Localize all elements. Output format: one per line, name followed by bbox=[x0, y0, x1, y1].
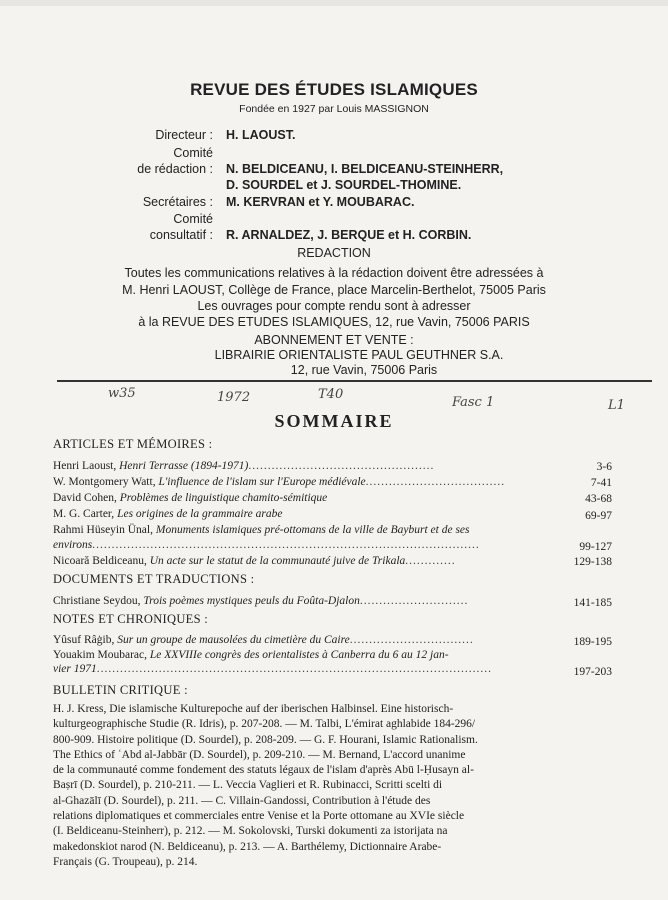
toc-pages: 189-195 bbox=[573, 636, 612, 648]
toc-pages: 197-203 bbox=[573, 666, 612, 678]
toc-entry: W. Montgomery Watt, L'influence de l'islam sur l'Europe médiévale.................................... bbox=[53, 476, 506, 488]
bulletin-heading: BULLETIN CRITIQUE : bbox=[53, 683, 188, 697]
committee-label-2: de rédaction : bbox=[137, 162, 213, 176]
toc-pages: 129-138 bbox=[573, 556, 612, 568]
bulletin-line: Français (G. Troupeau), p. 214. bbox=[53, 855, 198, 868]
sommaire-heading: SOMMAIRE bbox=[274, 411, 394, 431]
redaction-line-1: Toutes les communications relatives à la rédaction doivent être adressées à bbox=[124, 266, 544, 280]
director-name: H. LAOUST. bbox=[226, 128, 296, 142]
toc-entry: Rahmi Hüseyin Ünal, Monuments islamiques pré-ottomans de la ville de Bayburt et de ses bbox=[53, 524, 470, 536]
bulletin-line: The Ethics of ʿAbd al-Jabbār (D. Sourdel), p. 209-210. — M. Bernand, L'accord unanime bbox=[53, 748, 466, 761]
subscription-heading: ABONNEMENT ET VENTE : bbox=[254, 333, 414, 347]
consult-label-1: Comité bbox=[173, 212, 213, 226]
toc-entry: David Cohen, Problèmes de linguistique chamito-sémitique bbox=[53, 492, 328, 504]
committee-label-1: Comité bbox=[173, 146, 213, 160]
publisher-name: LIBRAIRIE ORIENTALISTE PAUL GEUTHNER S.A. bbox=[214, 348, 504, 362]
toc-entry: Youakim Moubarac, Le XXVIIIe congrès des orientalistes à Canberra du 6 au 12 jan- bbox=[53, 649, 449, 661]
documents-heading: DOCUMENTS ET TRADUCTIONS : bbox=[53, 572, 255, 586]
page-edge bbox=[0, 0, 668, 6]
secretaries-names: M. KERVRAN et Y. MOUBARAC. bbox=[226, 195, 415, 209]
bulletin-line: (I. Beldiceanu-Steinherr), p. 212. — M. Sokolovski, Turski dokumenti za istorijata na bbox=[53, 825, 448, 838]
founded-line: Fondée en 1927 par Louis MASSIGNON bbox=[239, 103, 429, 115]
bulletin-line: H. J. Kress, Die islamische Kulturepoche auf der iberischen Halbinsel. Eine historisch- bbox=[53, 703, 454, 715]
notes-heading: NOTES ET CHRONIQUES : bbox=[53, 612, 209, 626]
handwritten-fascicle: Fasc 1 bbox=[452, 395, 495, 410]
toc-entry: Nicoară Beldiceanu, Un acte sur le statut de la communauté juive de Trikala............. bbox=[53, 555, 456, 567]
consult-label-2: consultatif : bbox=[149, 228, 213, 242]
consult-members: R. ARNALDEZ, J. BERQUE et H. CORBIN. bbox=[226, 228, 472, 242]
bulletin-critique bbox=[53, 702, 613, 870]
toc-entry-cont: vier 1971...................................................................................................... bbox=[53, 663, 493, 675]
toc-entry-cont: environs.................................................................................................... bbox=[53, 539, 480, 551]
toc-entry: Henri Laoust, Henri Terrasse (1894-1971)................................................ bbox=[53, 460, 435, 472]
director-label: Directeur : bbox=[155, 128, 213, 142]
redaction-line-3: Les ouvrages pour compte rendu sont à adresser bbox=[197, 299, 471, 313]
toc-entry: Yûsuf Râġib, Sur un groupe de mausolées du cimetière du Caire................................ bbox=[53, 634, 474, 646]
toc-pages: 43-68 bbox=[585, 493, 612, 505]
toc-pages: 7-41 bbox=[590, 477, 612, 489]
toc-pages: 69-97 bbox=[585, 510, 612, 522]
bulletin-line: relations diplomatiques et commerciales entre Venise et la Porte ottomane au XVIe siècle bbox=[53, 810, 465, 823]
handwritten-year: 1972 bbox=[217, 390, 251, 405]
handwritten-volume: T40 bbox=[318, 387, 344, 402]
bulletin-line: Baṣrī (D. Sourdel), p. 210-211. — L. Veccia Vaglieri et R. Rubinacci, Scritti scelti di bbox=[53, 779, 443, 792]
bulletin-line: 800-909. Histoire politique (D. Sourdel), p. 208-209. — G. F. Hourani, Islamic Rationalism. bbox=[53, 733, 478, 746]
articles-heading: ARTICLES ET MÉMOIRES : bbox=[53, 437, 213, 451]
publisher-address: 12, rue Vavin, 75006 Paris bbox=[290, 363, 438, 377]
committee-members-2: D. SOURDEL et J. SOURDEL-THOMINE. bbox=[226, 178, 462, 192]
toc-entry: M. G. Carter, Les origines de la grammaire arabe bbox=[53, 508, 283, 520]
toc-pages: 3-6 bbox=[596, 461, 612, 473]
secretaries-label: Secrétaires : bbox=[142, 195, 213, 209]
toc-pages: 141-185 bbox=[573, 597, 612, 609]
bulletin-line: de la communauté comme fondement des statuts légaux de l'islam d'après Abū l-Ḥusayn al- bbox=[53, 764, 474, 777]
redaction-line-2: M. Henri LAOUST, Collège de France, place Marcelin-Berthelot, 75005 Paris bbox=[122, 283, 546, 297]
bulletin-line: kulturgeographische Studie (R. Idris), p. 207-208. — M. Talbi, L'émirat aghlabide 184-296/ bbox=[53, 718, 476, 731]
bulletin-line: al-Ghazālī (D. Sourdel), p. 211. — C. Villain-Gandossi, Contribution à l'étude des bbox=[53, 794, 431, 807]
toc-pages: 99-127 bbox=[579, 541, 612, 553]
bulletin-line: makedonskiot narod (N. Beldiceanu), p. 213. — A. Barthélemy, Dictionnaire Arabe- bbox=[53, 840, 442, 853]
handwritten-mark: L1 bbox=[608, 398, 625, 413]
committee-members-1: N. BELDICEANU, I. BELDICEANU-STEINHERR, bbox=[226, 162, 504, 176]
redaction-heading: REDACTION bbox=[297, 246, 371, 260]
toc-entry: Christiane Seydou, Trois poèmes mystiques peuls du Foûta-Djalon............................ bbox=[53, 595, 469, 607]
horizontal-rule bbox=[57, 380, 652, 382]
journal-title: REVUE DES ÉTUDES ISLAMIQUES bbox=[190, 80, 478, 99]
redaction-line-4: à la REVUE DES ETUDES ISLAMIQUES, 12, rue Vavin, 75006 PARIS bbox=[138, 315, 530, 329]
handwritten-note-1: w35 bbox=[108, 386, 136, 401]
